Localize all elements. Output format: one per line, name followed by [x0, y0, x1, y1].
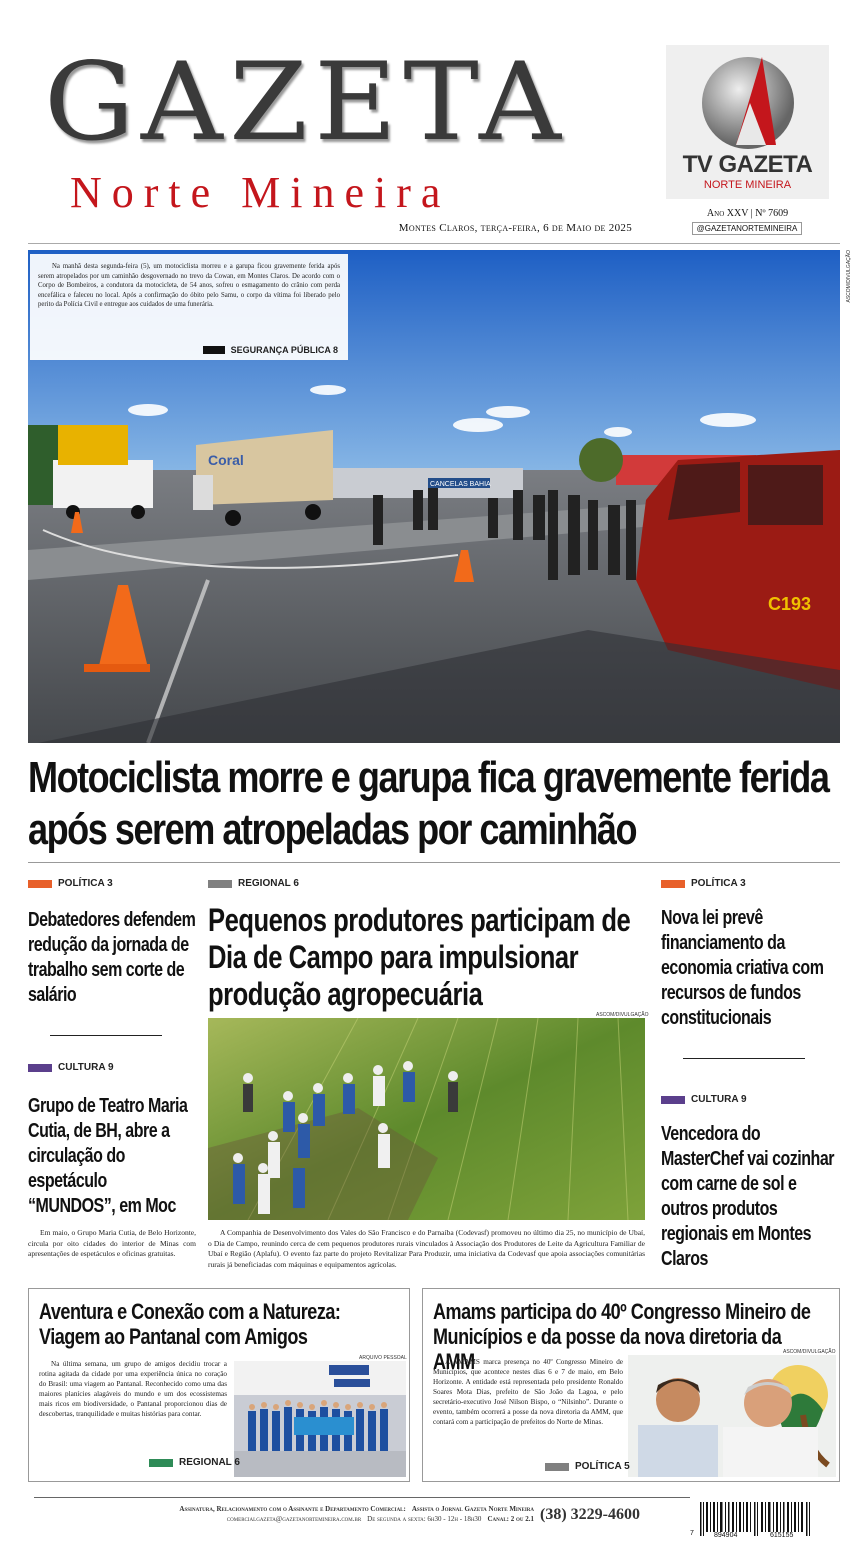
box-right-body: A AMAMS marca presença no 40º Congresso Mineiro de Municípios, que acontece nestes dias 6 e 7 de maio, em Belo Horizonte. A entidade está representada pelo presidente Ronaldo Soares Mota Dias, prefeito de São João da Lagoa, e pelo secretário-executivo José Nilson Bispo, o “Nilsinho”. Durante o evento, também ocorrerá a posse da nova diretoria da AMM, que contará com a participação de prefeitos do Norte de Minas. [433, 1358, 623, 1426]
left-tag-cultura[interactable] [28, 1062, 114, 1073]
box-left-body: Na última semana, um grupo de amigos decidiu trocar a rotina agitada da cidade por uma experiência única no coração do Brasil: uma viagem ao Pantanal. Reconhecido como uma das maiores planícies alagáveis do mundo e um dos ecossistemas mais ricos em biodiversidade, o Pantanal proporcionou dias de descobertas, tranquilidade e muitas histórias para contar. [39, 1360, 227, 1418]
lead-photo [28, 250, 840, 743]
left-headline-1[interactable]: Debatedores defendem redução da jornada de trabalho sem corte de salário [28, 909, 196, 1006]
box-right-tag-label: POLÍTICA 5 [575, 1461, 630, 1472]
footer-line1b: Assista o Jornal Gazeta Norte Mineira [411, 1505, 534, 1513]
left-body-2: Em maio, o Grupo Maria Cutia, de Belo Horizonte, circula por oito cidades do interior de Minas com apresentações de espetáculos e oficinas gratuitas. [28, 1228, 196, 1258]
center-photo [208, 1018, 645, 1220]
footer-divider [34, 1497, 690, 1498]
barcode-bars [690, 1500, 830, 1538]
box-left-tag-label: REGIONAL 6 [179, 1457, 240, 1468]
center-tag-regional[interactable] [208, 878, 299, 889]
headline-divider [28, 862, 840, 863]
lead-summary-box [30, 254, 348, 360]
box-right-tag[interactable] [545, 1461, 630, 1472]
barcode-digits-right: 615155 [770, 1532, 794, 1539]
lead-summary-text: Na manhã desta segunda-feira (5), um motociclista morreu e a garupa ficou gravemente ferida após serem atropelados por um caminhão desgovernado no trevo da Cowan, em Montes Claros. De acordo com o Corpo de Bombeiros, a condutora da motocicleta, de 54 anos, sofreu o esmagamento do crânio com perda encefálica e faleceu no local. Após a confirmação do óbito pelo Samu, o corpo da vítima foi liberado pelo perito da Polícia Civil e entregue aos cuidados de uma funerária. [38, 263, 340, 309]
box-right-photo [628, 1355, 836, 1477]
masthead-subtitle: Norte Mineira [70, 168, 451, 217]
dateline: Montes Claros, terça-feira, 6 de Maio de 2025 [398, 222, 632, 234]
right-headline-2[interactable]: Vencedora do MasterChef vai cozinhar com carne de sol e outros produtos regionais em Montes Claros [661, 1123, 835, 1270]
footer-email[interactable]: comercialgazeta@gazetanortemineira.com.br [226, 1515, 362, 1523]
center-headline[interactable]: Pequenos produtores participam de Dia de Campo para impulsionar produção agropecuária [208, 902, 631, 1012]
tv-logo-line2: NORTE MINEIRA [703, 179, 792, 191]
social-handle[interactable]: @GAZETANORTEMINEIRA [692, 222, 802, 235]
tv-gazeta-globe-icon [666, 45, 829, 155]
left-tag1-label: POLÍTICA 3 [58, 878, 113, 889]
edition-number: Ano XXV | Nº 7609 [706, 208, 789, 219]
box-left-photo-credit: ARQUIVO PESSOAL [359, 1355, 407, 1361]
footer-hours: De segunda a sexta: 6h30 - 12h - 18h30 [367, 1515, 482, 1523]
right-tag-politica[interactable] [661, 878, 746, 889]
tv-logo-line1: TV GAZETA [682, 151, 813, 178]
lead-section-label: SEGURANÇA PÚBLICA 8 [230, 345, 338, 355]
center-tag-label: REGIONAL 6 [238, 878, 299, 889]
barcode-digits-mid: 894904 [714, 1532, 738, 1539]
left-divider [50, 1035, 162, 1036]
box-right-headline[interactable]: Amams participa do 40º Congresso Mineiro de Municípios e da posse da nova diretoria da AMM [433, 1299, 811, 1374]
footer-channel: Canal: 2 ou 2.1 [487, 1515, 534, 1523]
lead-headline[interactable]: Motociclista morre e garupa fica gravemente ferida após serem atropeladas por caminhão [28, 753, 829, 854]
right-tag2-label: CULTURA 9 [691, 1094, 747, 1105]
lead-photo-credit: ASCOM/DIVULGAÇÃO [846, 250, 852, 303]
right-tag-cultura[interactable] [661, 1094, 747, 1105]
box-right-photo-credit: ASCOM/DIVULGAÇÃO [783, 1349, 836, 1355]
box-left-tag[interactable] [149, 1457, 240, 1468]
box-right [422, 1288, 840, 1482]
footer-info [34, 1504, 534, 1524]
left-headline-2[interactable]: Grupo de Teatro Maria Cutia, de BH, abre a circulação do espetáculo “MUNDOS”, em Moc [28, 1095, 188, 1217]
center-photo-credit: ASCOM/DIVULGAÇÃO [596, 1012, 649, 1018]
masthead-divider [28, 243, 840, 244]
barcode [690, 1500, 830, 1550]
box-left [28, 1288, 410, 1482]
left-tag2-label: CULTURA 9 [58, 1062, 114, 1073]
lead-section-tag[interactable] [203, 345, 338, 355]
box-left-photo [234, 1361, 406, 1477]
tv-gazeta-logo [666, 45, 829, 199]
footer-phone[interactable]: (38) 3229-4600 [540, 1506, 640, 1523]
fire-truck-number: C193 [768, 594, 812, 614]
right-tag1-label: POLÍTICA 3 [691, 878, 746, 889]
footer-line1a: Assinatura, Relacionamento com o Assinante e Departamento Comercial: [179, 1505, 406, 1513]
store-sign: CANCELAS BAHIA [430, 481, 491, 488]
right-headline-1[interactable]: Nova lei prevê financiamento da economia criativa com recursos de fundos constitucionais [661, 907, 824, 1029]
box-left-headline[interactable]: Aventura e Conexão com a Natureza: Viagem ao Pantanal com Amigos [39, 1299, 341, 1349]
masthead-title: GAZETA [44, 40, 568, 165]
center-body: A Companhia de Desenvolvimento dos Vales do São Francisco e do Parnaíba (Codevasf) promoveu no último dia 25, no município de Ubaí, o Dia de Campo, reunindo cerca de cem pequenos produtores rurais vinculados à Associação dos Produtores de Leite da Agricultura Familiar de Ubaí e Região (Aplafu). O evento faz parte do projeto Revitalizar Para Produzir, uma iniciativa da Codevasf que apoia associações comunitárias rurais já beneficiadas com máquinas e equipamentos agrícolas. [208, 1228, 645, 1269]
barcode-digit-left: 7 [690, 1530, 694, 1537]
truck-brand: Coral [208, 452, 244, 468]
left-tag-politica[interactable] [28, 878, 113, 889]
right-divider [683, 1058, 805, 1059]
